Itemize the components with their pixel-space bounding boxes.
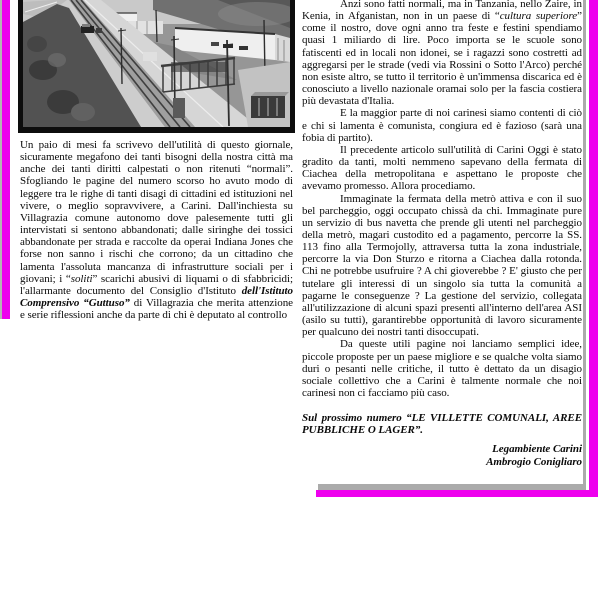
right-magenta-stripe xyxy=(589,0,598,497)
article-right-column xyxy=(302,0,582,469)
paragraph-right-3: Il precedente articolo sull'utilità di Carini Oggi è stato gradito da tanti, molti nemmeno sapevano della fermata di Ciachea della metropolitana e aspettano le proposte che avevamo promesso. Allora procediamo. xyxy=(302,143,582,193)
station-photo-illustration xyxy=(23,0,290,127)
left-magenta-stripe xyxy=(2,0,10,319)
bottom-magenta-bar xyxy=(316,490,598,497)
paragraph-right-4: Immaginate la fermata della metrò attiva e con il suo bel parcheggio, oggi occupato chissà da chi. Immaginate pure un servizio di bus navetta che prende gli utenti nel parcheggio della metrò, magari custodito ed a pagamento, percorre la SS. 113 fino alla Termojolly, attraversa tutta la zona industriale, percorre la via Don Sturzo e ritorna a Ciachea dalla rotonda. Chi ne potrebbe usufruire ? A chi gioverebbe ? E' giusto che per tutelare gli interessi di un singolo sia tutta la comunità a pagarne le conseguenze ? La gestione del servizio, collegata all'utilizzazione di alcuni spazi presenti all'interno dell'area ASI (asilo su tutti), garantirebbe opportunità di lavoro sicuramente per qualcuno dei nostri tanti disoccupati. xyxy=(302,192,582,339)
article-left-column xyxy=(20,139,293,321)
text-segment: di Villagrazia che merita attenzione e serie riflessioni anche da parte di chi è deputato al controllo xyxy=(20,297,293,322)
text-segment: Un paio di mesi fa scrivevo dell'utilità di questo giornale, sicuramente megafono dei tanti bisogni della nostra città ma anche dei tanti diritti calpestati o non ritenuti “normali”. Sfogliando le pagine del numero scorso ho avuto modo di leggere tra le righe di tanti disagi di cittadini ed istituzioni nel vivere, o meglio sopravvivere, a Carini. Dall'inchiesta su Villagrazia comune autonomo dove palesemente tutti gli intervistati si sentono abbandonati; dalle siringhe dei tossici abbandonate per strada e raccolte da operai Indiana Jones che forse non sanno i rischi che corrono; da un cittadino che lamenta l'assoluta mancanza di infrastrutture sociali per i giovani; i “ xyxy=(20,139,293,285)
text-segment: ” come il nostro, dove ogni anno tra feste e festini spendiamo quasi 1 miliardo di lire. Poco importa se le scuole sono fatiscenti ed in locali non idonei, se i ragazzi sono costretti ad aggregarsi per le strade (vedi via Rossini o Sotto l'Arco) perché non esiste altro, se tutto il territorio è un'immensa discarica ed è conosciuto a livello nazionale oramai solo per la fascia costiera più devastata d'Italia. xyxy=(302,10,582,108)
next-issue-announcement: Sul prossimo numero “LE VILLETTE COMUNALI, AREE PUBBLICHE O LAGER”. xyxy=(302,412,582,437)
paragraph-right-5: Da queste utili pagine noi lanciamo semplici idee, piccole proposte per un paese migliore e se qualche volta siamo duri o pesanti nelle critiche, il tutto è dettato da un disagio sociale collettivo che a Carini è talmente normale che noi carinesi non ci facciamo più caso. xyxy=(302,338,582,399)
paragraph-left xyxy=(20,139,293,321)
text-segment: Anzi sono fatti normali, ma in Tanzania, nello Zaire, in Kenia, in Afganistan, non in un paese di “ xyxy=(302,0,582,23)
text-segment-bold-italic: dell'Istituto Comprensivo “Guttuso” xyxy=(20,284,293,310)
paragraph-right-1 xyxy=(302,0,582,107)
text-segment: ” scarichi abusivi di liquami o di sfabbricidi; l'allarmante documento del Consiglio d'Istituto xyxy=(20,272,294,297)
signature-block xyxy=(302,443,582,468)
text-segment-italic: cultura superiore xyxy=(499,10,578,23)
text-segment-italic: soliti xyxy=(70,272,93,285)
right-gray-shadow-line xyxy=(583,0,586,490)
signature-line-2: Ambrogio Conigliaro xyxy=(486,456,582,469)
signature-line-1: Legambiente Carini xyxy=(492,443,582,456)
paragraph-right-2: E la maggior parte di noi carinesi siamo contenti di ciò e chi si lamenta è comunista, congiura ed è fazioso (sarà una fobia di partito). xyxy=(302,107,582,144)
station-photo xyxy=(18,0,295,133)
